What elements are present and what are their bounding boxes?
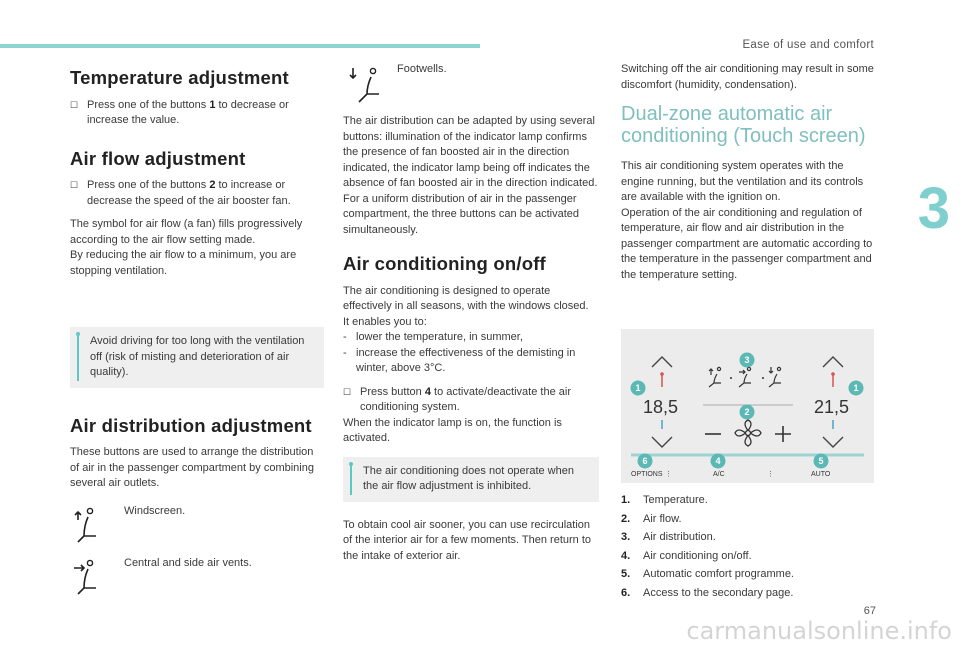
ac-instruction: ☐ Press button 4 to activate/deactivate the air conditioning system. — [343, 385, 599, 416]
left-temp-value: 18,5 — [643, 397, 679, 417]
heading-air-conditioning: Air conditioning on/off — [343, 253, 546, 274]
column-left — [70, 62, 324, 608]
heading-dual-zone: Dual-zone automatic air conditioning (Touch screen) — [621, 103, 866, 147]
svg-text:⋮: ⋮ — [665, 471, 672, 478]
header-accent-bar — [0, 44, 480, 48]
page-number: 67 — [863, 605, 876, 617]
legend-item: 6. Access to the secondary page. — [621, 586, 794, 599]
ac-dash-item: - increase the effectiveness of the demisting in winter, above 3°C. — [343, 346, 576, 374]
options-button[interactable]: OPTIONS — [631, 471, 663, 478]
footwells-icon — [343, 62, 397, 106]
switch-off-para: Switching off the air conditioning may result in some discomfort (humidity, condensation). — [621, 63, 874, 91]
dual-zone-para2: Operation of the air conditioning and regulation of temperature, air flow and air distribution in the passenger compartment are automatic according to the temperature in the passenger compartment and the temperature setting. — [621, 206, 873, 281]
auto-button[interactable]: AUTO — [811, 471, 831, 478]
footwells-row: Footwells. — [343, 62, 599, 106]
note-ac: The air conditioning does not operate when the air flow adjustment is inhibited. — [343, 457, 599, 502]
heading-airflow: Air flow adjustment — [70, 147, 246, 169]
ac-para4: To obtain cool air sooner, you can use recirculation of the interior air for a few moments. Then return to the intake of exterior air. — [343, 518, 592, 562]
touchscreen-illustration — [621, 329, 874, 483]
legend-item: 1. Temperature. — [621, 494, 708, 506]
checkbox-bullet-icon: ☐ — [343, 386, 352, 397]
ac-dash-item: - lower the temperature, in summer, — [343, 331, 523, 343]
ac-para3: When the indicator lamp is on, the function is activated. — [343, 416, 562, 444]
dual-zone-para1: This air conditioning system operates with the engine running, but the ventilation and its controls are available with the ignition on. — [621, 160, 864, 203]
windscreen-icon — [70, 504, 124, 548]
distribution-para: These buttons are used to arrange the distribution of air in the passenger compartment by combining several air outlets. — [70, 446, 314, 489]
svg-text:⋮: ⋮ — [767, 471, 774, 478]
column-right — [621, 62, 877, 291]
heading-distribution: Air distribution adjustment — [70, 414, 312, 436]
svg-text:1: 1 — [853, 383, 859, 393]
vents-row: Central and side air vents. — [70, 556, 324, 600]
callout-legend — [621, 491, 794, 602]
temp-instruction: ☐ Press one of the buttons 1 to decrease or increase the value. — [70, 98, 324, 129]
windscreen-row: Windscreen. — [70, 504, 324, 548]
checkbox-bullet-icon: ☐ — [70, 99, 79, 110]
uniform-distribution-para: For a uniform distribution of air in the passenger compartment, the three buttons can be activated simultaneously. — [343, 192, 580, 236]
airflow-para2: By reducing the air flow to a minimum, you are stopping ventilation. — [70, 249, 297, 277]
watermark-text: carmanualsonline.info — [686, 617, 952, 645]
checkbox-bullet-icon: ☐ — [70, 180, 79, 190]
airflow-para1: The symbol for air flow (a fan) fills progressively according to the air flow setting made. — [70, 218, 303, 246]
svg-text:6: 6 — [642, 456, 648, 466]
heading-temperature: Temperature adjustment — [70, 67, 289, 88]
column-middle — [343, 62, 599, 572]
ac-para1: The air conditioning is designed to operate effectively in all seasons, with the windows closed. — [343, 284, 589, 312]
note-ventilation: Avoid driving for too long with the ventilation off (risk of misting and deterioration of air quality). — [70, 327, 324, 388]
section-header: Ease of use and comfort — [742, 39, 874, 51]
ac-button[interactable]: A/C — [713, 471, 725, 478]
svg-text:4: 4 — [715, 456, 721, 466]
svg-text:1: 1 — [635, 383, 641, 393]
right-temp-value: 21,5 — [814, 397, 850, 417]
legend-item: 3. Air distribution. — [621, 531, 716, 543]
svg-text:3: 3 — [744, 355, 750, 365]
svg-text:2: 2 — [744, 407, 750, 417]
air-vents-icon — [70, 556, 124, 600]
chapter-number: 3 — [917, 176, 950, 241]
legend-item: 5. Automatic comfort programme. — [621, 568, 794, 580]
airflow-instruction: ☐ Press one of the buttons 2 to increase or decrease the speed of the air booster fan. — [70, 178, 324, 209]
distribution-lamp-para: The air distribution can be adapted by using several buttons: illumination of the indicator lamp confirms the presence of fan boosted air in the direction indicated, the indicator lamp being off indicates the absence of fan boosted air in the direction indicated. — [343, 115, 598, 189]
ac-para2: It enables you to: — [343, 315, 427, 328]
svg-text:5: 5 — [818, 456, 824, 466]
legend-item: 4. Air conditioning on/off. — [621, 549, 752, 562]
legend-item: 2. Air flow. — [621, 512, 682, 525]
touchscreen-svg — [621, 329, 874, 483]
